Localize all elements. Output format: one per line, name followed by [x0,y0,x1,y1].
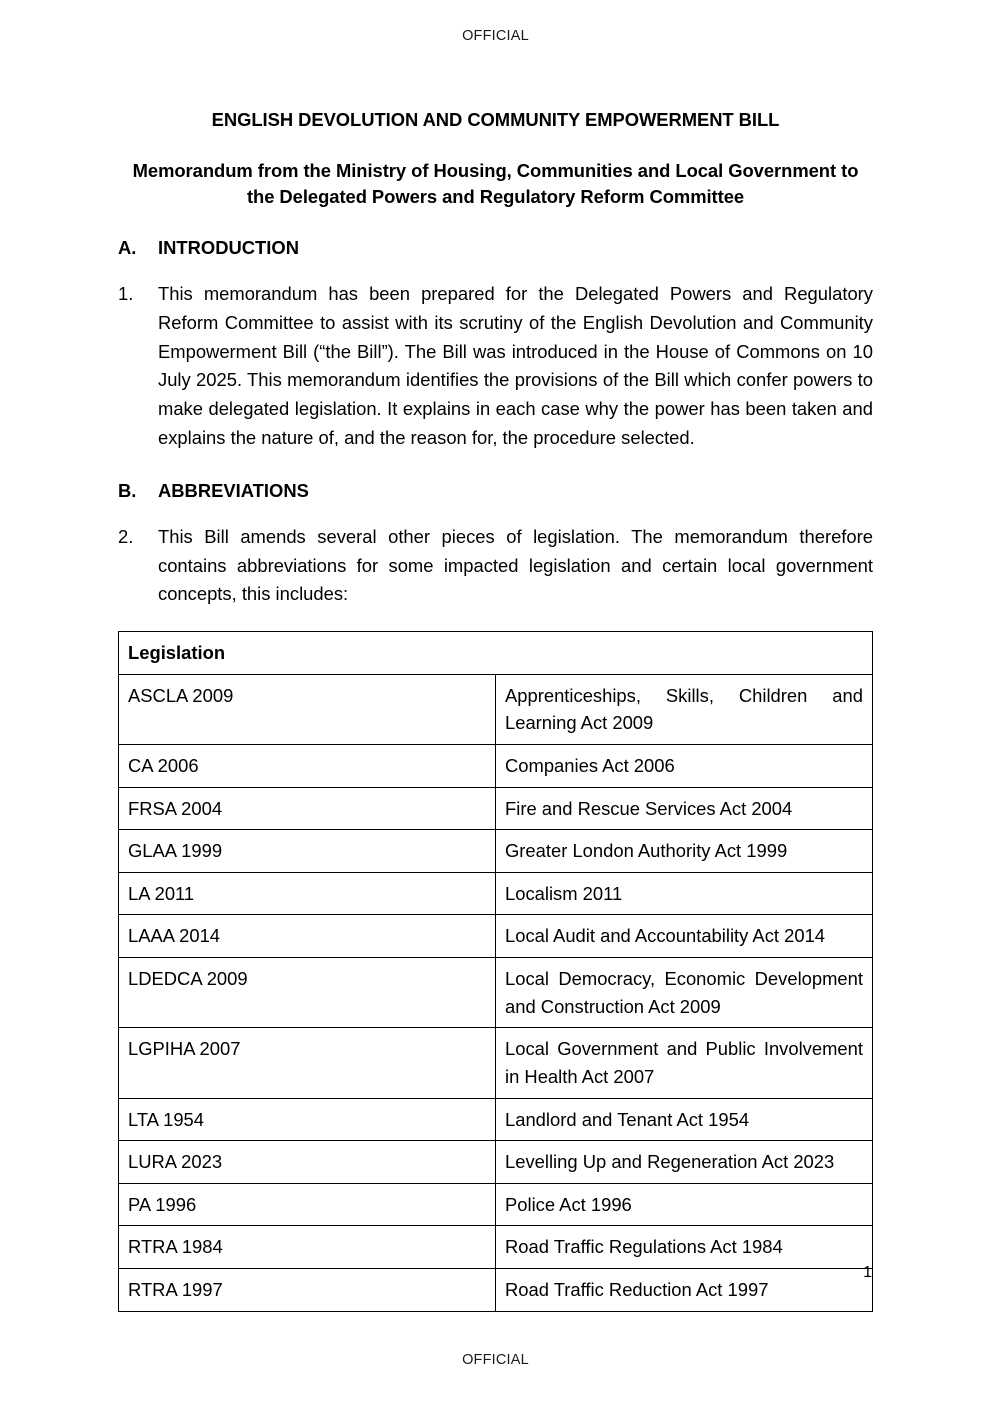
document-subtitle: Memorandum from the Ministry of Housing, Communities and Local Government to the Delegated Powers and Regulatory Reform Committee [132,159,859,208]
table-header-row [119,632,873,675]
section-letter: B. [118,479,137,501]
paragraph-number: 2. [118,525,134,547]
table-cell-legislation-name: Road Traffic Regulations Act 1984 [496,1226,873,1269]
table-row [119,1098,873,1141]
table-cell-legislation-name: Levelling Up and Regeneration Act 2023 [496,1141,873,1184]
table-row [119,1028,873,1098]
running-footer-classification: OFFICIAL [462,1352,529,1368]
abbreviations-table [118,631,873,1311]
table-row [119,1226,873,1269]
table-cell-abbreviation: LDEDCA 2009 [119,958,496,1028]
paragraph-text: This Bill amends several other pieces of legislation. The memorandum therefore contains abbreviations for some impacted legislation and certain local government concepts, this includes: [158,525,873,605]
table-cell-abbreviation: PA 1996 [119,1183,496,1226]
table-body [119,674,873,1311]
paragraph-text: This memorandum has been prepared for the Delegated Powers and Regulatory Reform Committee to assist with its scrutiny of the English Devolution and Community Empowerment Bill (“the Bill”). The Bill was introduced in the House of Commons on 10 July 2025. This memorandum identifies the provisions of the Bill which confer powers to make delegated legislation. It explains in each case why the power has been taken and explains the nature of, and the reason for, the procedure selected. [158,283,873,449]
table-row [119,915,873,958]
paragraph-2 [118,523,873,609]
document-title: ENGLISH DEVOLUTION AND COMMUNITY EMPOWERMENT BILL [211,109,780,130]
section-label: ABBREVIATIONS [158,479,309,501]
table-cell-abbreviation: RTRA 1984 [119,1226,496,1269]
table-cell-legislation-name: Landlord and Tenant Act 1954 [496,1098,873,1141]
table-cell-legislation-name: Road Traffic Reduction Act 1997 [496,1268,873,1311]
table-cell-abbreviation: LTA 1954 [119,1098,496,1141]
table-cell-legislation-name: Greater London Authority Act 1999 [496,830,873,873]
table-cell-abbreviation: LGPIHA 2007 [119,1028,496,1098]
table-row [119,745,873,788]
table-cell-abbreviation: RTRA 1997 [119,1268,496,1311]
table-row [119,830,873,873]
running-header-classification: OFFICIAL [462,28,529,44]
table-row [119,674,873,744]
table-cell-abbreviation: LAAA 2014 [119,915,496,958]
table-cell-abbreviation: LA 2011 [119,872,496,915]
table-cell-abbreviation: CA 2006 [119,745,496,788]
paragraph-1 [118,280,873,453]
table-cell-abbreviation: ASCLA 2009 [119,674,496,744]
table-cell-abbreviation: LURA 2023 [119,1141,496,1184]
paragraph-number: 1. [118,283,134,305]
table-cell-legislation-name: Local Democracy, Economic Development and Construction Act 2009 [496,958,873,1028]
table-cell-legislation-name: Apprenticeships, Skills, Children and Learning Act 2009 [496,674,873,744]
table-row [119,1141,873,1184]
page-number: 1 [863,1264,872,1281]
table-cell-abbreviation: GLAA 1999 [119,830,496,873]
table-header-legislation: Legislation [119,632,873,675]
table-cell-legislation-name: Local Government and Public Involvement in Health Act 2007 [496,1028,873,1098]
table-row [119,1183,873,1226]
table-row [119,787,873,830]
section-heading-introduction [118,236,873,260]
table-header [119,632,873,675]
table-cell-legislation-name: Localism 2011 [496,872,873,915]
table-cell-legislation-name: Local Audit and Accountability Act 2014 [496,915,873,958]
section-label: INTRODUCTION [158,237,299,259]
table-cell-legislation-name: Companies Act 2006 [496,745,873,788]
section-letter: A. [118,237,137,259]
table-cell-legislation-name: Fire and Rescue Services Act 2004 [496,787,873,830]
table-row [119,1268,873,1311]
table-cell-abbreviation: FRSA 2004 [119,787,496,830]
table-row [119,958,873,1028]
section-heading-abbreviations [118,479,873,503]
table-cell-legislation-name: Police Act 1996 [496,1183,873,1226]
table-row [119,872,873,915]
document-body [118,108,873,1312]
